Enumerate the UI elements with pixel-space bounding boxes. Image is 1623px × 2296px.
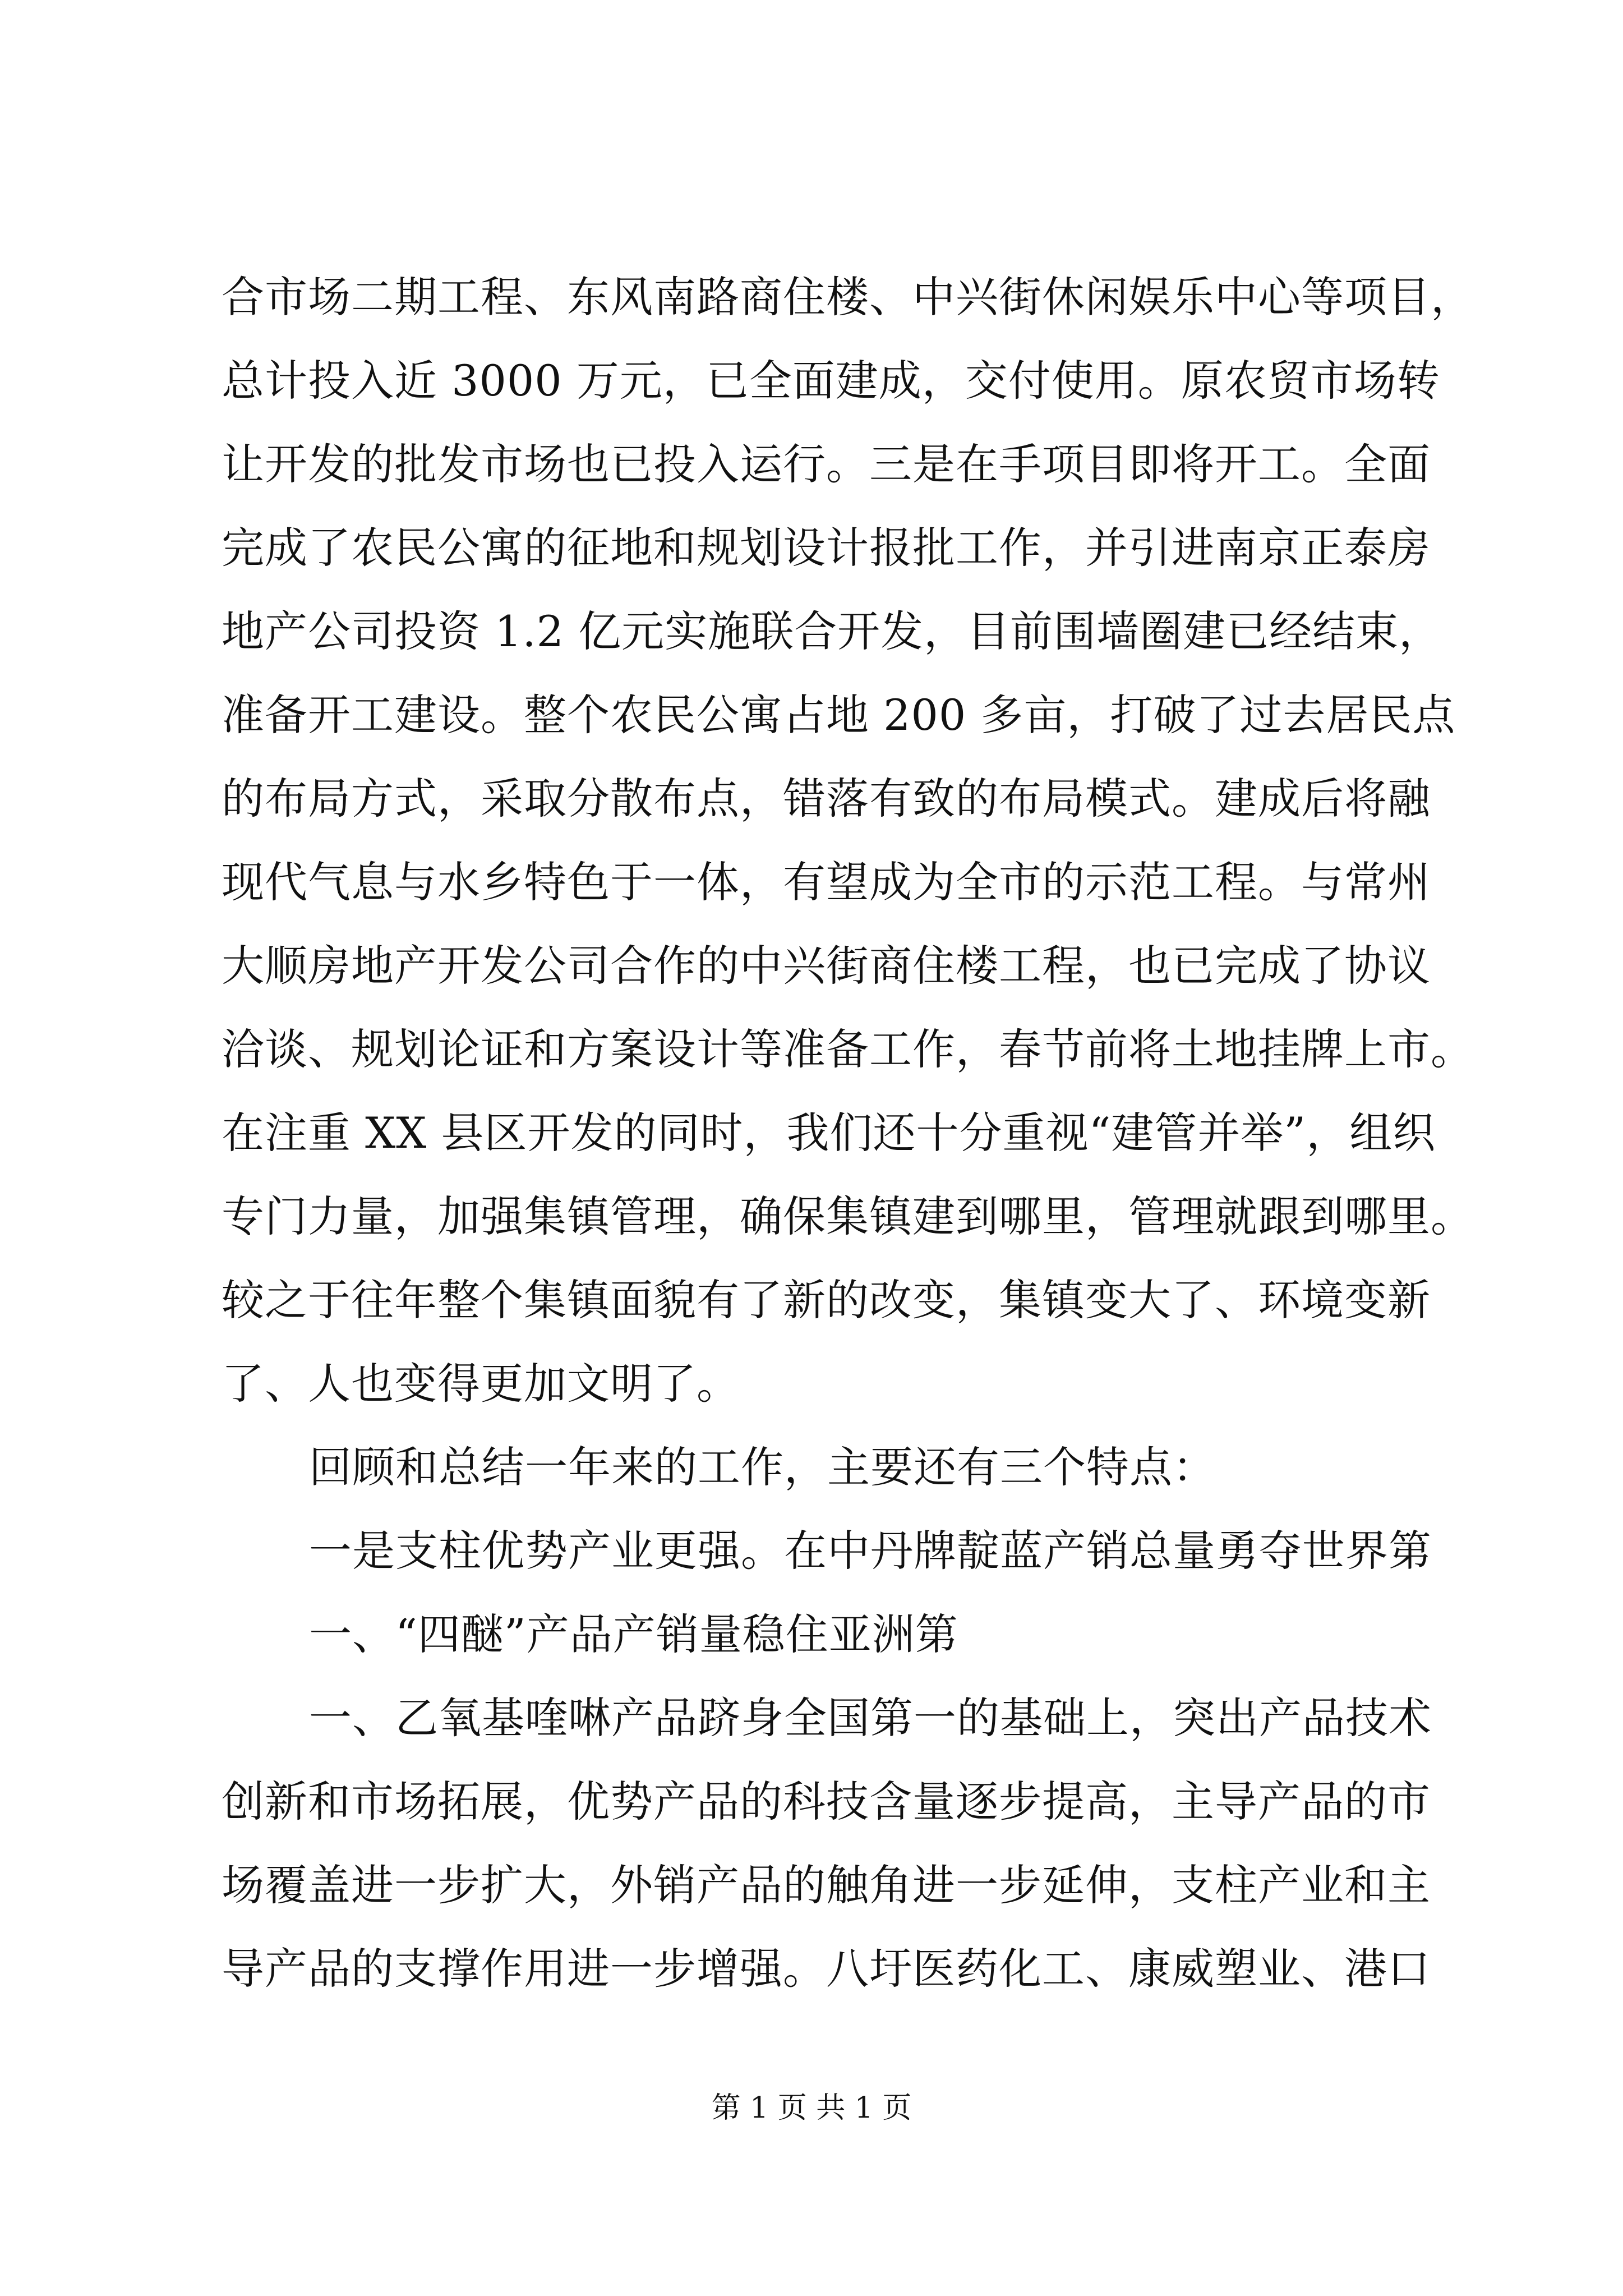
text-line: 完成了农民公寓的征地和规划设计报批工作，并引进南京正泰房	[222, 523, 1431, 573]
paragraph-first-line: 回顾和总结一年来的工作，主要还有三个特点：	[309, 1442, 1216, 1492]
text-line: 准备开工建设。整个农民公寓占地 200 多亩，打破了过去居民点	[222, 690, 1456, 740]
text-line: 大顺房地产开发公司合作的中兴街商住楼工程，也已完成了协议	[222, 941, 1431, 991]
text-line: 场覆盖进一步扩大，外销产品的触角进一步延伸，支柱产业和主	[222, 1860, 1431, 1910]
paragraph-first-line: 一、“四醚”产品产销量稳住亚洲第	[309, 1609, 958, 1659]
text-line: 较之于往年整个集镇面貌有了新的改变，集镇变大了、环境变新	[222, 1275, 1431, 1325]
body-text	[222, 255, 1474, 2010]
text-line: 洽谈、规划论证和方案设计等准备工作，春节前将土地挂牌上市。	[222, 1024, 1474, 1074]
text-line: 专门力量，加强集镇管理，确保集镇建到哪里，管理就跟到哪里。	[222, 1191, 1474, 1241]
paragraph-first-line: 一是支柱优势产业更强。在中丹牌靛蓝产销总量勇夺世界第	[309, 1526, 1432, 1576]
text-line: 现代气息与水乡特色于一体，有望成为全市的示范工程。与常州	[222, 857, 1431, 907]
page-footer: 第 1 页 共 1 页	[711, 2091, 912, 2125]
text-line: 在注重 XX 县区开发的同时，我们还十分重视“建管并举”，组织	[222, 1108, 1436, 1158]
text-line: 导产品的支撑作用进一步增强。八圩医药化工、康威塑业、港口	[222, 1944, 1431, 1994]
text-line: 创新和市场拓展，优势产品的科技含量逐步提高，主导产品的市	[222, 1777, 1431, 1826]
text-line: 地产公司投资 1.2 亿元实施联合开发，目前围墙圈建已经结束，	[222, 606, 1442, 656]
text-line: 让开发的批发市场也已投入运行。三是在手项目即将开工。全面	[222, 439, 1431, 489]
text-line: 总计投入近 3000 万元，已全面建成，交付使用。原农贸市场转	[222, 356, 1440, 406]
text-line: 合市场二期工程、东风南路商住楼、中兴街休闲娱乐中心等项目，	[222, 272, 1474, 322]
text-line: 的布局方式，采取分散布点，错落有致的布局模式。建成后将融	[222, 774, 1431, 823]
text-line: 了、人也变得更加文明了。	[222, 1359, 740, 1409]
paragraph-first-line: 一、乙氧基喹啉产品跻身全国第一的基础上，突出产品技术	[309, 1693, 1432, 1743]
